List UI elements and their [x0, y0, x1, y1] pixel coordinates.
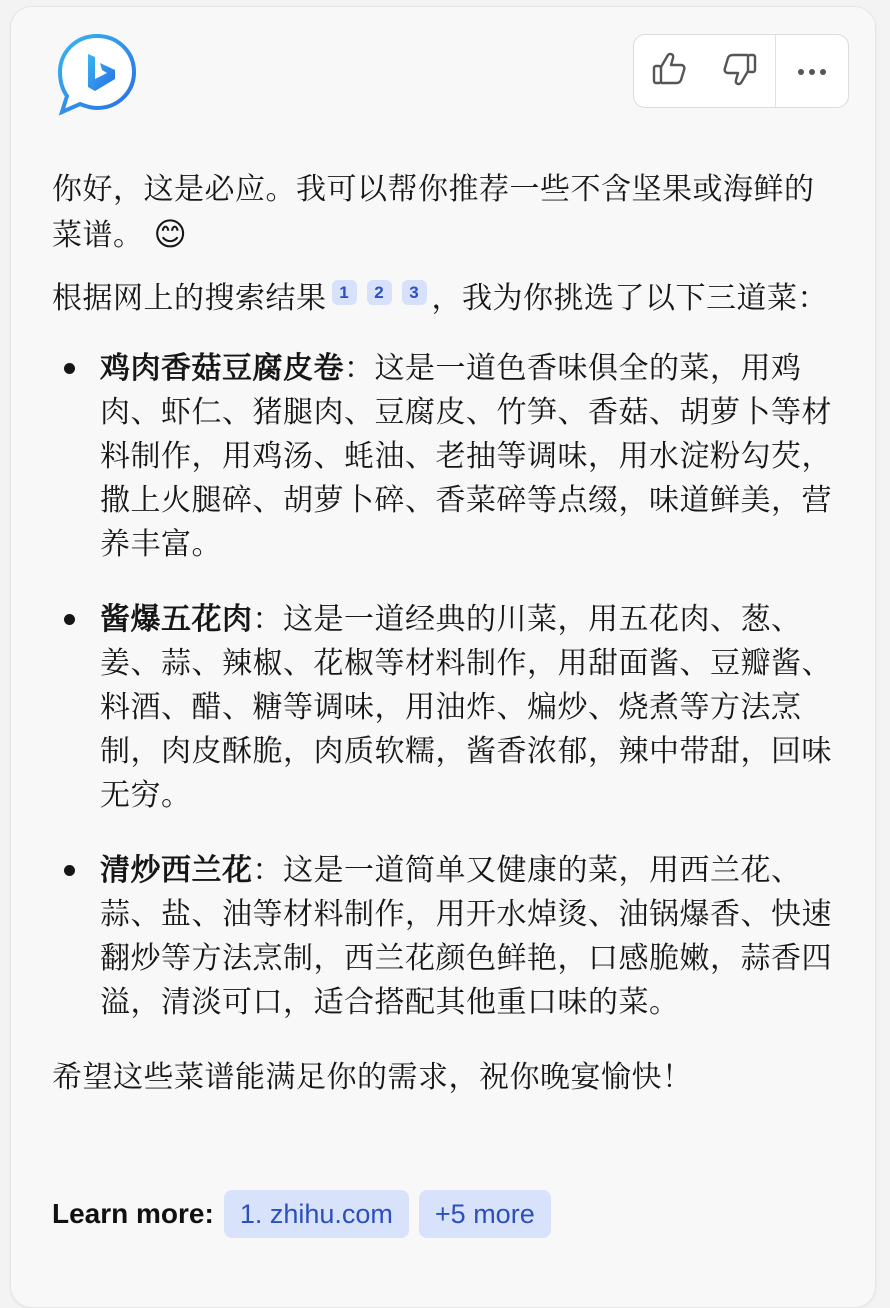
dish-name: 清炒西兰花 [100, 853, 253, 888]
thumbs-down-button[interactable] [705, 35, 776, 107]
intro-paragraph [52, 168, 842, 258]
thumbs-down-icon [720, 49, 760, 93]
learn-more-bar [52, 1190, 561, 1238]
closing-paragraph: 希望这些菜谱能满足你的需求，祝你晚宴愉快！ [52, 1060, 693, 1095]
sources-paragraph [52, 277, 842, 321]
dish-description: ：这是一道经典的川菜，用五花肉、葱、姜、蒜、辣椒、花椒等材料制作，用甜面酱、豆瓣酱、料酒、醋、糖等调味，用油炸、煸炒、烧煮等方法烹制，肉皮酥脆，肉质软糯，酱香浓郁，辣中带甜，回味无穷。 [100, 602, 832, 813]
bing-logo-icon [52, 32, 142, 116]
more-options-button[interactable] [775, 35, 848, 107]
dish-description: ：这是一道简单又健康的菜，用西兰花、蒜、盐、油等材料制作，用开水焯烫、油锅爆香、快速翻炒等方法烹制，西兰花颜色鲜艳，口感脆嫩，蒜香四溢，清淡可口，适合搭配其他重口味的菜。 [100, 853, 832, 1020]
list-item [52, 849, 842, 1025]
list-item [52, 347, 842, 567]
smile-emoji-icon: 😊 [153, 215, 188, 253]
sources-prefix: 根据网上的搜索结果 [52, 281, 327, 316]
sources-suffix: ，我为你挑选了以下三道菜： [431, 281, 828, 316]
intro-text: 你好，这是必应。我可以帮你推荐一些不含坚果或海鲜的菜谱。 [52, 172, 815, 253]
more-options-icon [796, 62, 828, 81]
bullet-icon [64, 363, 75, 374]
more-sources-button[interactable]: +5 more [419, 1190, 551, 1238]
source-link-zhihu[interactable]: 1. zhihu.com [224, 1190, 409, 1238]
citation-1[interactable]: 1 [332, 280, 357, 305]
dish-name: 酱爆五花肉 [100, 602, 253, 637]
learn-more-label: Learn more: [52, 1198, 214, 1229]
feedback-toolbar [633, 34, 849, 108]
dish-name: 鸡肉香菇豆腐皮卷 [100, 351, 344, 386]
thumbs-up-icon [649, 49, 689, 93]
message-body [52, 168, 842, 1119]
citation-2[interactable]: 2 [367, 280, 392, 305]
bullet-icon [64, 865, 75, 876]
bullet-icon [64, 614, 75, 625]
citation-3[interactable]: 3 [402, 280, 427, 305]
list-item [52, 598, 842, 818]
dish-description: ：这是一道色香味俱全的菜，用鸡肉、虾仁、猪腿肉、豆腐皮、竹笋、香菇、胡萝卜等材料制作，用鸡汤、蚝油、老抽等调味，用水淀粉勾芡，撒上火腿碎、胡萝卜碎、香菜碎等点缀，味道鲜美，营养丰富。 [100, 351, 832, 562]
dish-list [52, 347, 842, 1025]
thumbs-up-button[interactable] [634, 35, 705, 107]
